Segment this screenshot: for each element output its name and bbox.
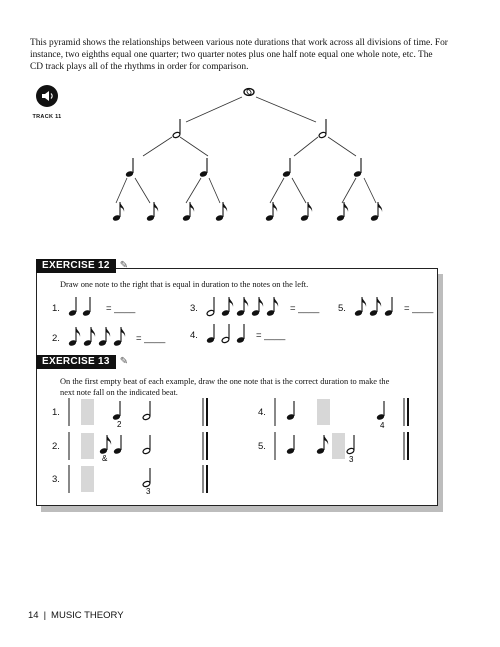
- page-number: 14: [28, 610, 39, 621]
- ex13-item-5-measure: [272, 430, 422, 464]
- ex12-item-5-number: 5.: [338, 303, 346, 314]
- exercise-12-instruction: Draw one note to the right that is equal in duration to the notes on the left.: [60, 280, 309, 289]
- pencil-icon: ✎: [119, 356, 129, 367]
- exercise-13-instruction-line-2: next note fall on the indicated beat.: [60, 388, 178, 397]
- ex13-item-3-measure: [66, 463, 216, 497]
- pencil-icon: ✎: [119, 260, 129, 271]
- eighth-note: [112, 202, 124, 222]
- eighth-note: [300, 202, 312, 222]
- footer-divider: |: [43, 610, 47, 621]
- eighth-note: [215, 202, 227, 222]
- eighth-note: [236, 297, 248, 317]
- ex12-item-2-notes: [66, 326, 132, 348]
- quarter-note: [286, 401, 295, 421]
- eighth-note: [99, 435, 111, 455]
- empty-beat-box[interactable]: [332, 433, 345, 459]
- ex12-item-4-answer-blank[interactable]: = ____: [256, 330, 286, 341]
- quarter-note: [236, 324, 245, 344]
- ex13-item-1-number: 1.: [52, 407, 60, 418]
- quarter-note: [376, 401, 385, 421]
- ex13-item-3-number: 3.: [52, 474, 60, 485]
- whole-note: [244, 89, 254, 96]
- eighth-note: [98, 327, 110, 347]
- quarter-note: [112, 401, 121, 421]
- exercise-12-title: EXERCISE 12: [36, 259, 116, 273]
- ex13-item-4-number: 4.: [258, 407, 266, 418]
- ex12-item-1-number: 1.: [52, 303, 60, 314]
- exercise-13-title: EXERCISE 13: [36, 355, 116, 369]
- exercise-12-header: [36, 259, 128, 273]
- ex12-item-4-number: 4.: [190, 330, 198, 341]
- eighth-note: [113, 327, 125, 347]
- half-note: [346, 435, 354, 455]
- beat-label: &: [102, 454, 108, 463]
- quarter-note: [286, 435, 295, 455]
- beat-label: 3: [146, 487, 151, 496]
- eighth-note: [316, 435, 328, 455]
- quarter-note: [353, 158, 362, 178]
- eighth-note: [83, 327, 95, 347]
- eighth-note: [265, 202, 277, 222]
- eighth-note: [68, 327, 80, 347]
- ex13-item-4-measure: [272, 396, 422, 430]
- eighth-note: [251, 297, 263, 317]
- quarter-note: [82, 297, 91, 317]
- eighth-note: [354, 297, 366, 317]
- empty-beat-box[interactable]: [81, 466, 94, 492]
- eighth-note: [370, 202, 382, 222]
- eighth-note: [369, 297, 381, 317]
- half-note: [221, 324, 229, 344]
- eighth-note: [336, 202, 348, 222]
- ex12-item-2-answer-blank[interactable]: = ____: [136, 333, 166, 344]
- beat-label: 3: [349, 455, 354, 464]
- half-note: [318, 119, 326, 139]
- exercise-13-instruction-line-1: On the first empty beat of each example, draw the one note that is the correct duration to make the: [60, 377, 390, 386]
- quarter-note: [206, 324, 215, 344]
- ex13-item-2-number: 2.: [52, 441, 60, 452]
- ex13-item-1-measure: [66, 396, 216, 430]
- ex13-item-2-measure: [66, 430, 216, 464]
- page-footer: [28, 610, 124, 621]
- quarter-note: [113, 435, 122, 455]
- quarter-note: [384, 297, 393, 317]
- intro-line-2: instance, two eighths equal one quarter; two quarter notes plus one half note equal one whole note, etc. The: [30, 50, 433, 61]
- ex12-item-2-number: 2.: [52, 333, 60, 344]
- intro-line-3: CD track plays all of the rhythms in order for comparison.: [30, 62, 249, 73]
- ex12-item-1-notes: [66, 296, 96, 318]
- quarter-note: [282, 158, 291, 178]
- exercise-13-header: [36, 355, 128, 369]
- empty-beat-box[interactable]: [317, 399, 330, 425]
- quarter-note: [68, 297, 77, 317]
- eighth-note: [146, 202, 158, 222]
- ex12-item-3-answer-blank[interactable]: = ____: [290, 303, 320, 314]
- half-note: [142, 401, 150, 421]
- empty-beat-box[interactable]: [81, 399, 94, 425]
- ex13-item-5-number: 5.: [258, 441, 266, 452]
- eighth-note: [266, 297, 278, 317]
- half-note: [172, 119, 180, 139]
- half-note: [206, 297, 214, 317]
- quarter-note: [125, 158, 134, 178]
- eighth-note: [182, 202, 194, 222]
- half-note: [142, 468, 150, 488]
- ex12-item-4-notes: [204, 323, 252, 345]
- ex12-item-3-number: 3.: [190, 303, 198, 314]
- beat-label: 2: [117, 420, 122, 429]
- quarter-note: [199, 158, 208, 178]
- ex12-item-5-notes: [352, 296, 400, 318]
- empty-beat-box[interactable]: [81, 433, 94, 459]
- ex12-item-3-notes: [204, 296, 282, 318]
- section-title: MUSIC THEORY: [51, 610, 124, 621]
- pyramid-branches: [116, 97, 376, 203]
- track-label: TRACK 11: [32, 114, 62, 120]
- half-note: [142, 435, 150, 455]
- ex12-item-5-answer-blank[interactable]: = ____: [404, 303, 434, 314]
- eighth-note: [221, 297, 233, 317]
- ex12-item-1-answer-blank[interactable]: = ____: [106, 303, 136, 314]
- exercise-13-instruction: [60, 376, 389, 398]
- intro-line-1: This pyramid shows the relationships between various note durations that work across all divisions of time. For: [30, 38, 448, 48]
- beat-label: 4: [380, 421, 385, 430]
